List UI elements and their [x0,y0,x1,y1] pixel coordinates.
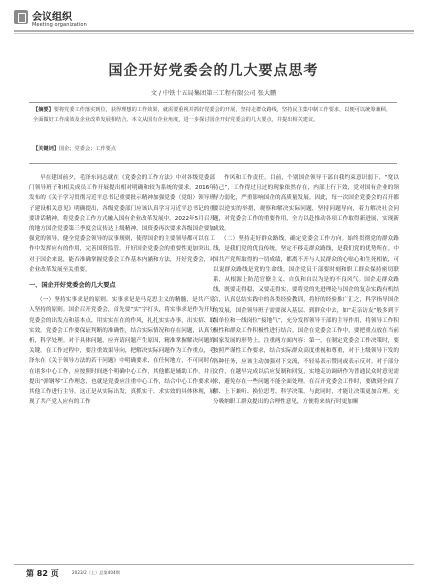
section-title: 会议组织 [32,12,72,23]
keywords-text: 国企；党委会；工作要点 [58,146,117,152]
header-divider-thin [14,33,414,34]
body-paragraph: 作风和工作责任。目前，个别国企领导干部自我约束意识弱下，“宽以待己”，工作得过且过的现象依然存在，内部上行下效，党对国有企业的领导力弱化，严重影响国企的高质量发展。因此，每一次国企党委会的召开都要以逆实的举措，观察和解决实际问题，坚持问题导向，着力解决社会问题，对党委会工作的重要作用，全力以赴推动各项工作取得新进展，实现新成效。 [213,175,399,233]
abstract-text: 要将党委工作落实到位，获得理想的工作效果，就需要重视并抓好党委会的开展，坚持走群众路线，坚持民主集中制工作要求，以便可以统筹兼顾、全面做好工作成效及企业改革发展相结合。本文从国有企业角度，进一步探讨国企开好党委会的几大要点，并提出相关建议。 [33,107,391,123]
abstract-box [29,102,397,164]
abstract-label: 【摘要】 [33,107,54,113]
issue-info: 2023/2（上）总第404期 [72,570,120,575]
section-header [14,6,414,50]
keywords-label: 【关键词】 [33,146,59,152]
left-column [29,173,215,407]
keywords [33,145,393,152]
article-author: 文 / 中铁十五局集团第三工程有限公司 张大鹏 [150,90,277,97]
body-paragraph: 早在建国前夕，毛泽东同志就在《党委会的工作方法》中对各级党委部门领导班子和相关成员工作开展提出相对明确和较为系统的要求。2016年发布的《关于学习贯彻习近平总书记重要批示精神加强党委（党组）领导班子建设相关意见》明确提出，各级党委部门应该认真学习习近平总书记的重要讲话精神，将党委会工作方式融入国有企业改革发展中。2022年5月召开的地方国企党委第三季度会议传达上级精神，国资委再次要求各级国企要加强党的领导，健全党委会领导的议事规则，使得国企的主要领导都可以在工作中发挥应有的作用，完善国资监管。开好国企党委会的重要性更加突出。对于国企来说，能否准确掌握党委会工作基本内涵和方法，开好党委会，对企业改革发展至关重要。 [29,175,215,273]
section-subtitle: Meeting organization [32,22,87,28]
document-icon [14,10,28,24]
body-paragraph: （二）坚持走好群众路线，确定党委会工作方向。始终贯彻党的群众路线，是我们党的优良传统，坚定不移走群众路线，是我们党的优势所在。中国共产党所取得的一切成绩，都离不开与人民群众的心贴心和生死相依，可以说群众路线是党的生命线。国企党员干部要时刻和职工群众保持密切联系，从根源上防范官僚主义、自负和自以为是的不良风气。国企走群众路线，既要走得稳，又要走得实，要将党的先进理论与国企的复杂实践有机结合，认真总结实践中的各类经验教训，将好的经验推广汇之，科学指导国企的发展，国企领导班子需要深入基层、到群众中去，如“走亲访友”般多到下级单位和一线岗位“接地气”，充分发挥领导干部的主导作用，将领导工作积极性和群众工作积极性进行结合。国企在党委会工作中，要把重点放在当前国家发展的形势上，注重两方面内容：第一，在制定党委会工作决策时，要按照严谨性工作要求，结合实际群众高度重视和尊重，对于上级领导下发的各种任务，应该主动加强对下交流，不轻易表示赞同或表示反对。对于部分文件，在越早完成以后应复制和回复，实地走访调研作为普通民众时意见需求，避免存在一些问题不能全面处理。在召开党委会工作时，要做到全面了解、上下兼听、换位思考、科学决策。与此同时，才能让决策更加合理。充分吸纳职工群众提出的合理性意见，方便将来执行时更加顺 [213,236,399,406]
article-title: 国企开好党委会的几大要点思考 [108,63,319,79]
section-heading: 一、国企开好党委会的几大要点 [29,282,116,290]
header-divider [14,30,414,32]
right-column [213,173,399,408]
page-number: 第 82 页 [26,569,59,578]
footer-divider [14,564,414,565]
page-footer [14,568,414,582]
body-paragraph: （一）坚持实事求是的原则。实事求是是马克思主义的精髓，是共产党人坚持的原则。国企召开党委会，首先要“实”字打头，将实事求是作为开好党委会的出发点和基本点，用实实在在的作风，扎扎实实办事，出实招、取实效。党委会工作要保证判断的准确性，结合实际情况和存在问题，认真分析，科学处理。对于具体问题，应齐请问题产生原因，精准掌握解决问题的关键。在工作过程中，要注重效果导向，把解决实际问题作为工作重点，毛泽东在《关于领导方法的若干问题》中明确要求，在任何地方，不可同时存在诸多中心工作，应按照时间逐个明确中心工作，其他都是辅助工作，并且提出“弹钢琴”工作理念，也就是党委应注重中心工作，结合中心工作要求对其他工作进行主导。这正是从实际出发，真抓实干，求实效的具体体现，展现了共产党人应有的工作 [29,297,215,406]
abstract [33,106,393,125]
